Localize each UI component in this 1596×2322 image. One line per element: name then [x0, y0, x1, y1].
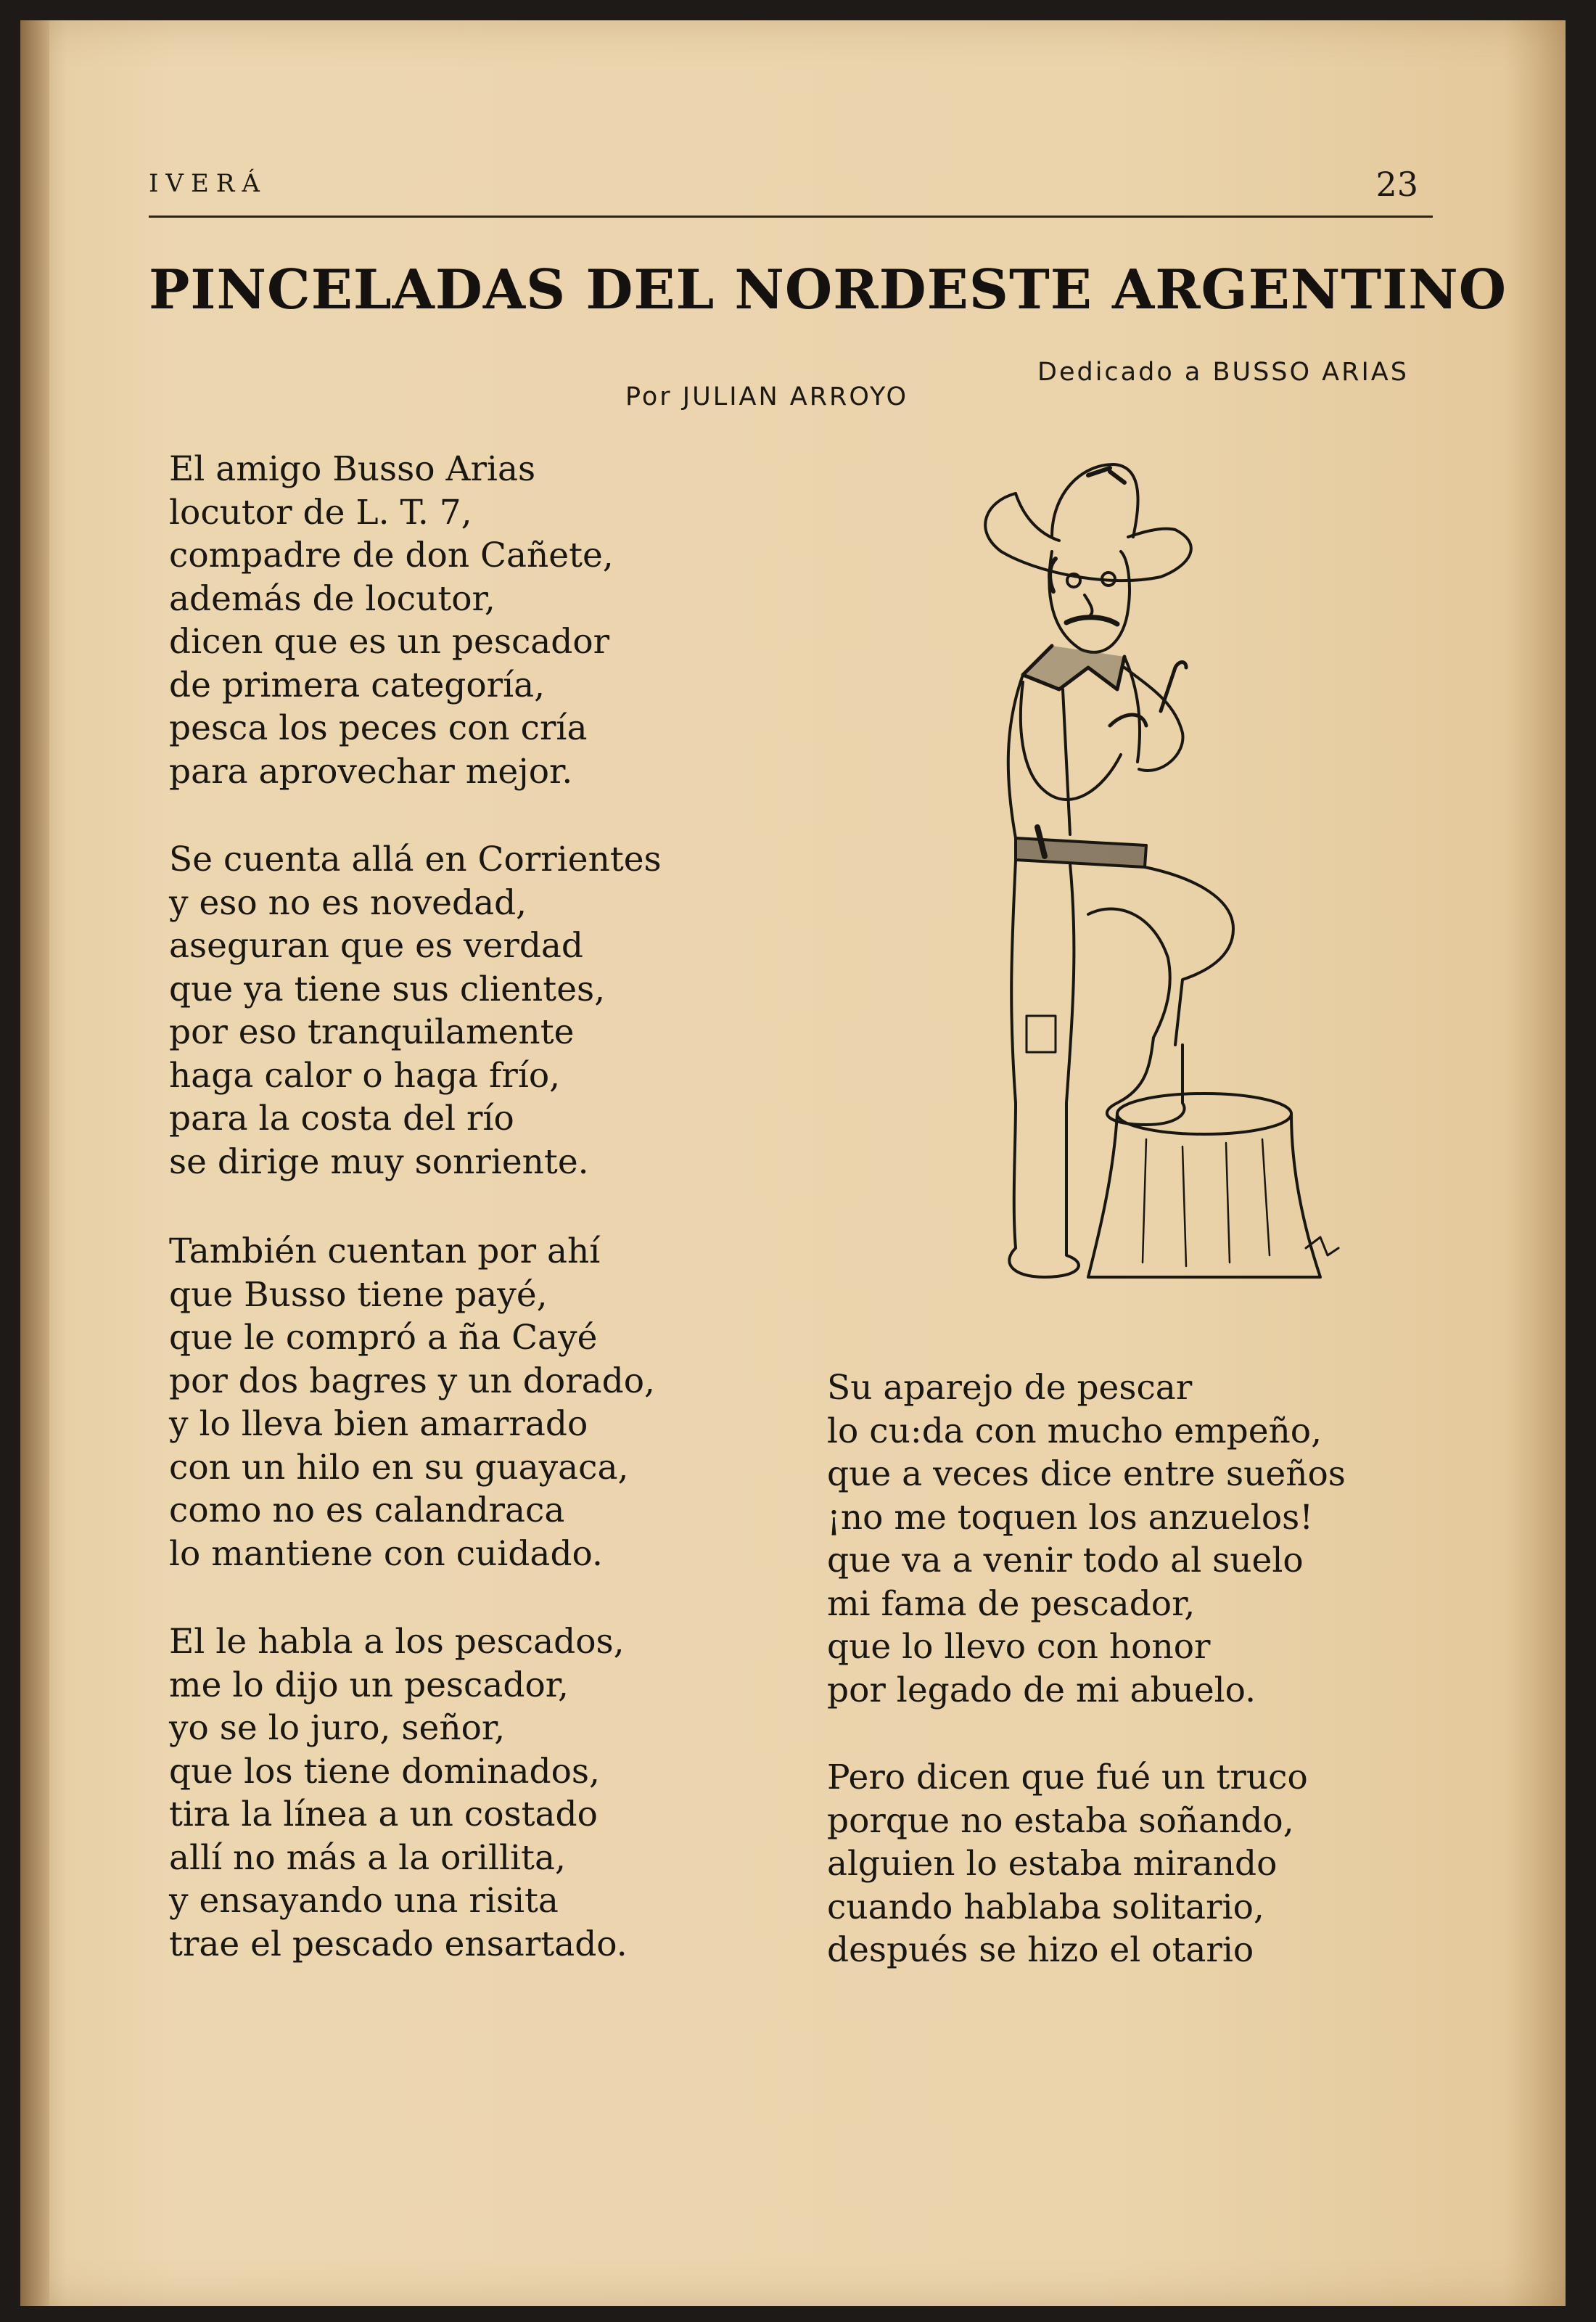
- verse-line: que lo llevo con honor: [827, 1627, 1211, 1667]
- verse-line: por eso tranquilamente: [169, 1012, 575, 1052]
- verse-line: lo cu:da con mucho empeño,: [827, 1411, 1323, 1451]
- verse-line: pesca los peces con cría: [169, 708, 588, 748]
- verse-line: que Busso tiene payé,: [169, 1274, 548, 1315]
- article-title: PINCELADAS DEL NORDESTE ARGENTINO: [149, 258, 1507, 321]
- verse-line: que va a venir todo al suelo: [827, 1541, 1304, 1580]
- verse-line: El amigo Busso Arias: [169, 449, 536, 489]
- verse-line: lo mantiene con cuidado.: [169, 1533, 603, 1574]
- verse-line: El le habla a los pescados,: [169, 1622, 625, 1662]
- verse-line: para la costa del río: [169, 1099, 514, 1139]
- face: [1049, 551, 1130, 652]
- stanza-2: [169, 838, 662, 1183]
- byline: Por JULIAN ARROYO: [625, 382, 909, 411]
- verse-line: haga calor o haga frío,: [169, 1055, 561, 1096]
- verse-line: locutor de L. T. 7,: [169, 492, 472, 533]
- page-number: 23: [1375, 165, 1418, 204]
- verse-line: allí no más a la orillita,: [169, 1837, 566, 1878]
- stanza-3: [169, 1230, 655, 1575]
- verse-line: tira la línea a un costado: [169, 1794, 598, 1834]
- running-title: IVERÁ: [149, 169, 267, 198]
- verse-line: que a veces dice entre sueños: [827, 1454, 1346, 1494]
- verse-line: y ensayando una risita: [169, 1881, 559, 1921]
- verse-line: cuando hablaba solitario,: [827, 1887, 1264, 1927]
- verse-line: yo se lo juro, señor,: [169, 1708, 506, 1748]
- verse-line: alguien lo estaba mirando: [827, 1844, 1278, 1884]
- verse-line: después se hizo el otario: [827, 1930, 1254, 1970]
- stanza-5: [827, 1366, 1346, 1712]
- hat-icon: [985, 464, 1191, 580]
- running-header: [149, 163, 1433, 218]
- gaucho-fisherman-illustration: [943, 450, 1364, 1306]
- stanza-6: [827, 1756, 1308, 1972]
- verse-line: que ya tiene sus clientes,: [169, 969, 606, 1009]
- verse-line: me lo dijo un pescador,: [169, 1665, 569, 1705]
- page-gutter: [20, 20, 49, 2306]
- verse-line: Pero dicen que fué un truco: [827, 1757, 1308, 1797]
- verse-line: compadre de don Cañete,: [169, 536, 614, 575]
- stanza-4: [169, 1620, 628, 1966]
- tree-stump: [1088, 1094, 1338, 1277]
- verse-line: trae el pescado ensartado.: [169, 1924, 628, 1964]
- verse-line: También cuentan por ahí: [169, 1231, 601, 1271]
- stanza-1: [169, 448, 614, 793]
- verse-line: ¡no me toquen los anzuelos!: [827, 1497, 1314, 1538]
- verse-line: para aprovechar mejor.: [169, 751, 573, 792]
- verse-line: mi fama de pescador,: [827, 1583, 1196, 1624]
- dedication: Dedicado a BUSSO ARIAS: [1037, 358, 1409, 387]
- verse-line: porque no estaba soñando,: [827, 1800, 1294, 1841]
- verse-line: como no es calandraca: [169, 1490, 565, 1530]
- verse-line: de primera categoría,: [169, 665, 546, 705]
- verse-line: que los tiene dominados,: [169, 1751, 600, 1792]
- verse-line: Se cuenta allá en Corrientes: [169, 840, 662, 879]
- verse-line: y eso no es novedad,: [169, 882, 527, 923]
- verse-line: y lo lleva bien amarrado: [169, 1404, 588, 1444]
- verse-line: aseguran que es verdad: [169, 926, 584, 966]
- verse-line: además de locutor,: [169, 578, 495, 619]
- verse-line: que le compró a ña Cayé: [169, 1318, 598, 1358]
- verse-line: dicen que es un pescador: [169, 622, 610, 662]
- verse-line: por legado de mi abuelo.: [827, 1670, 1256, 1710]
- verse-line: se dirige muy sonriente.: [169, 1141, 589, 1182]
- verse-line: por dos bagres y un dorado,: [169, 1361, 655, 1401]
- verse-line: con un hilo en su guayaca,: [169, 1447, 629, 1488]
- verse-line: Su aparejo de pescar: [827, 1368, 1193, 1408]
